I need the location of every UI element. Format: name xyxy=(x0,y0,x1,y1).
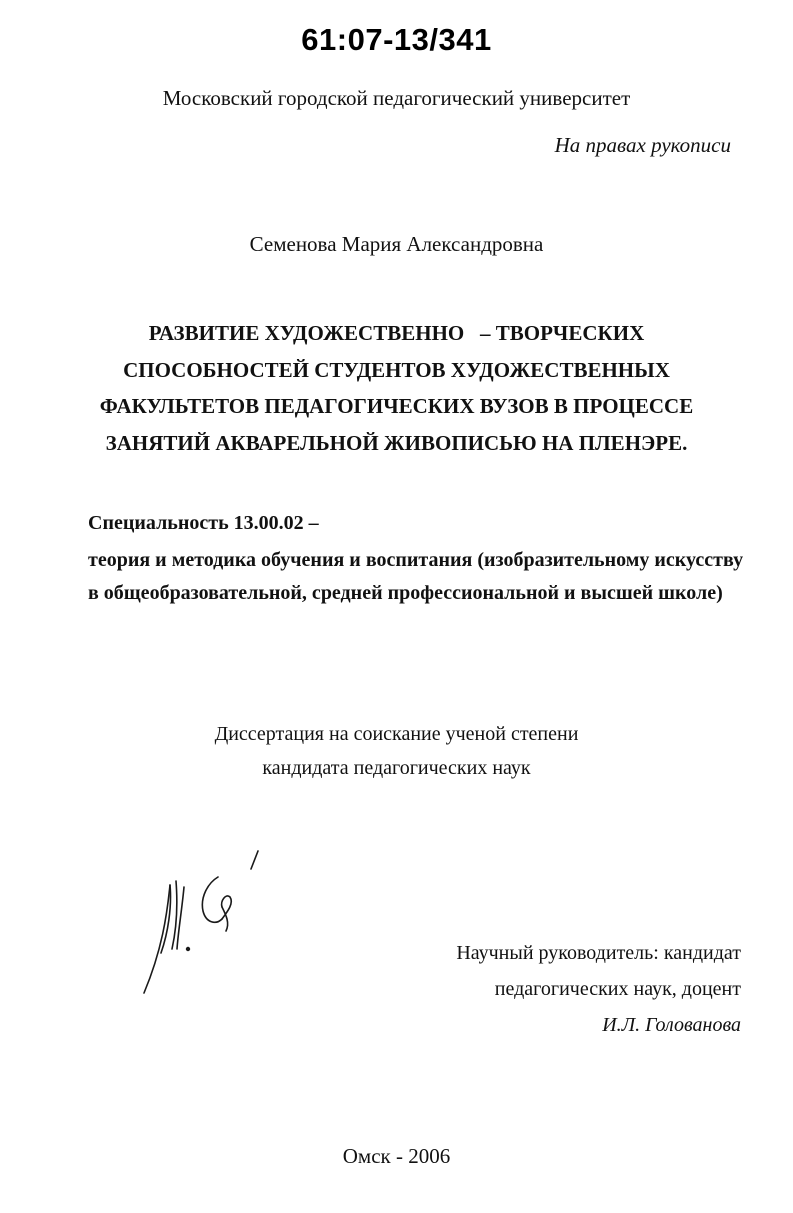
title-line: РАЗВИТИЕ ХУДОЖЕСТВЕННО – ТВОРЧЕСКИХ xyxy=(148,321,645,345)
scientific-advisor xyxy=(456,935,741,1043)
place-year: Омск - 2006 xyxy=(342,1144,451,1168)
title-line: ФАКУЛЬТЕТОВ ПЕДАГОГИЧЕСКИХ ВУЗОВ В ПРОЦЕССЕ xyxy=(99,394,694,418)
title-line: ЗАНЯТИЙ АКВАРЕЛЬНОЙ ЖИВОПИСЬЮ НА ПЛЕНЭРЕ. xyxy=(105,430,688,455)
degree-line-2: кандидата педагогических наук xyxy=(262,757,531,779)
advisor-name: И.Л. Голованова xyxy=(602,1014,741,1036)
rights-note: На правах рукописи xyxy=(554,133,731,157)
specialty-description-line: в общеобразовательной, средней профессиональной и высшей школе) xyxy=(88,582,723,604)
university-name: Московский городской педагогический университет xyxy=(162,86,631,110)
degree-statement xyxy=(0,717,793,785)
author-name: Семенова Мария Александровна xyxy=(249,232,544,256)
specialty-label: Специальность 13.00.02 – xyxy=(88,512,319,534)
title-line: СПОСОБНОСТЕЙ СТУДЕНТОВ ХУДОЖЕСТВЕННЫХ xyxy=(123,357,670,382)
handwritten-signature xyxy=(130,845,290,1005)
specialty-description-line: теория и методика обучения и воспитания (изобразительному искусству xyxy=(88,549,744,571)
advisor-line-1: Научный руководитель: кандидат xyxy=(456,942,741,964)
advisor-line-2: педагогических наук, доцент xyxy=(494,978,741,1000)
degree-line-1: Диссертация на соискание ученой степени xyxy=(214,723,579,745)
catalog-stamp: 61:07-13/341 xyxy=(301,22,492,57)
specialty-description xyxy=(88,544,748,610)
dissertation-title xyxy=(0,315,793,461)
